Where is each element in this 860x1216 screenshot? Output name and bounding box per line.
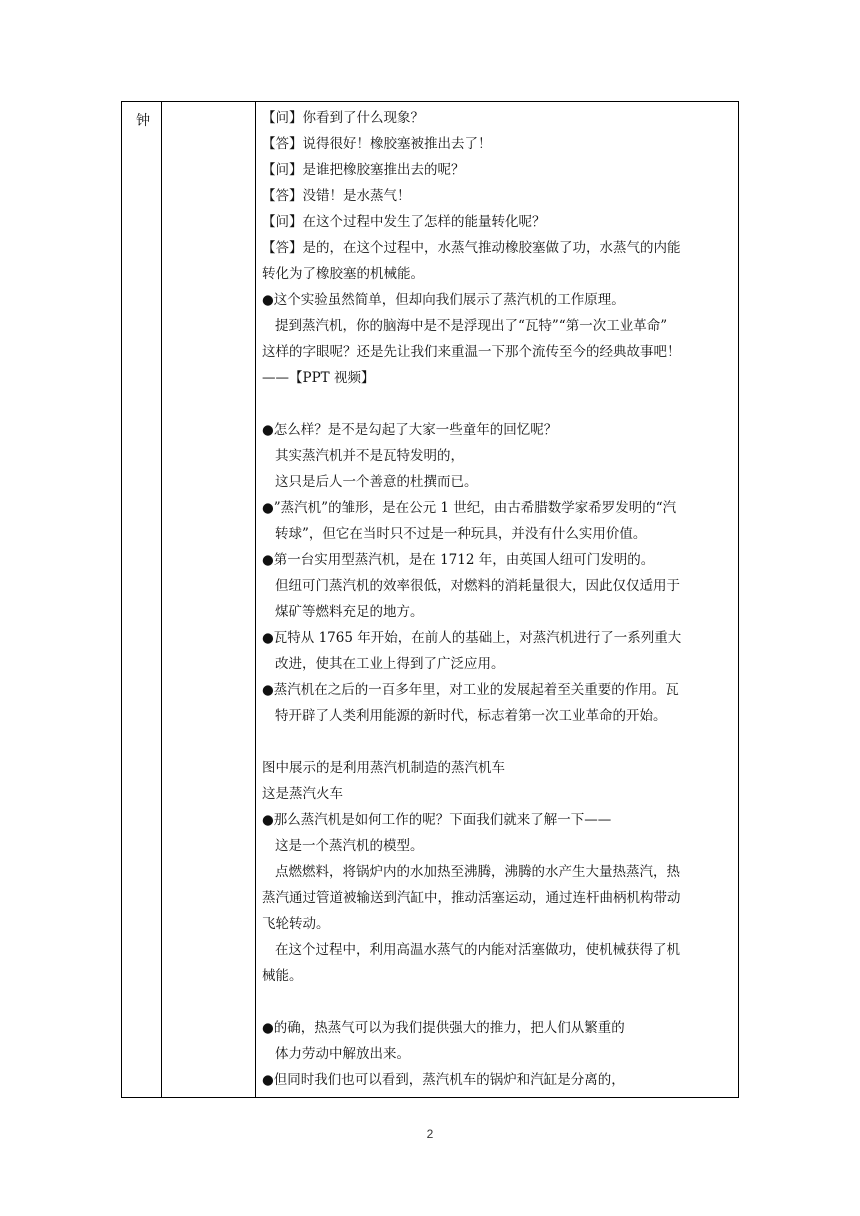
content-line: 图中展示的是利用蒸汽机制造的蒸汽机车 — [262, 760, 505, 776]
content-line: 改进，使其在工业上得到了广泛应用。 — [275, 656, 505, 672]
content-line: 体力劳动中解放出来。 — [275, 1046, 410, 1062]
teaching-content-cell — [262, 105, 734, 1093]
content-line: 械能。 — [262, 968, 303, 984]
content-line: 转化为了橡胶塞的机械能。 — [262, 266, 424, 282]
content-line: 点燃燃料，将锅炉内的水加热至沸腾，沸腾的水产生大量热蒸汽，热 — [275, 864, 680, 880]
page-number: 2 — [426, 1127, 434, 1141]
content-line — [262, 989, 734, 1015]
content-line: 提到蒸汽机，你的脑海中是不是浮现出了“瓦特”“第一次工业革命” — [275, 318, 668, 334]
content-line: 【答】说得很好！橡胶塞被推出去了！ — [262, 136, 492, 152]
column-divider — [255, 102, 256, 1097]
content-line: ●怎么样？是不是勾起了大家一些童年的回忆呢？ — [262, 422, 558, 438]
content-line: 煤矿等燃料充足的地方。 — [275, 604, 424, 620]
column-divider — [161, 102, 162, 1097]
content-line: ●但同时我们也可以看到，蒸汽机车的锅炉和汽缸是分离的， — [262, 1072, 625, 1088]
content-line: 【问】你看到了什么现象？ — [262, 110, 424, 126]
content-line: 但纽可门蒸汽机的效率很低，对燃料的消耗量很大，因此仅仅适用于 — [275, 578, 680, 594]
content-line: 这样的字眼呢？还是先让我们来重温一下那个流传至今的经典故事吧！ — [262, 344, 681, 360]
content-line: ——【PPT 视频】 — [262, 370, 375, 386]
content-line — [262, 729, 734, 755]
content-line: 其实蒸汽机并不是瓦特发明的， — [275, 448, 464, 464]
content-line: 在这个过程中，利用高温水蒸气的内能对活塞做功，使机械获得了机 — [275, 942, 680, 958]
content-line: ●第一台实用型蒸汽机，是在 1712 年，由英国人纽可门发明的。 — [262, 552, 655, 568]
content-line — [262, 391, 734, 417]
lesson-table — [121, 101, 739, 1098]
content-line: ●”蒸汽机”的雏形，是在公元 1 世纪，由古希腊数学家希罗发明的“汽 — [262, 500, 677, 516]
content-line: ●那么蒸汽机是如何工作的呢？下面我们就来了解一下—— — [262, 812, 612, 828]
content-line: 这只是后人一个善意的杜撰而已。 — [275, 474, 478, 490]
content-line: ●蒸汽机在之后的一百多年里，对工业的发展起着至关重要的作用。瓦 — [262, 682, 679, 698]
content-line: 飞轮转动。 — [262, 916, 330, 932]
content-line: 这是蒸汽火车 — [262, 786, 343, 802]
content-line: 【答】是的，在这个过程中，水蒸气推动橡胶塞做了功，水蒸气的内能 — [262, 240, 681, 256]
content-line: 这是一个蒸汽机的模型。 — [275, 838, 424, 854]
content-line: ●的确，热蒸气可以为我们提供强大的推力，把人们从繁重的 — [262, 1020, 625, 1036]
content-line: 转球”，但它在当时只不过是一种玩具，并没有什么实用价值。 — [275, 526, 647, 542]
content-line: 特开辟了人类利用能源的新时代，标志着第一次工业革命的开始。 — [275, 708, 667, 724]
content-line: 【问】是谁把橡胶塞推出去的呢？ — [262, 162, 465, 178]
content-line: 【问】在这个过程中发生了怎样的能量转化呢？ — [262, 214, 546, 230]
content-line: 蒸汽通过管道被输送到汽缸中，推动活塞运动，通过连杆曲柄机构带动 — [262, 890, 681, 906]
time-column-text: 钟 — [136, 113, 150, 129]
content-line: ●这个实验虽然简单，但却向我们展示了蒸汽机的工作原理。 — [262, 292, 625, 308]
content-line: 【答】没错！是水蒸气！ — [262, 188, 411, 204]
content-line: ●瓦特从 1765 年开始，在前人的基础上，对蒸汽机进行了一系列重大 — [262, 630, 682, 646]
